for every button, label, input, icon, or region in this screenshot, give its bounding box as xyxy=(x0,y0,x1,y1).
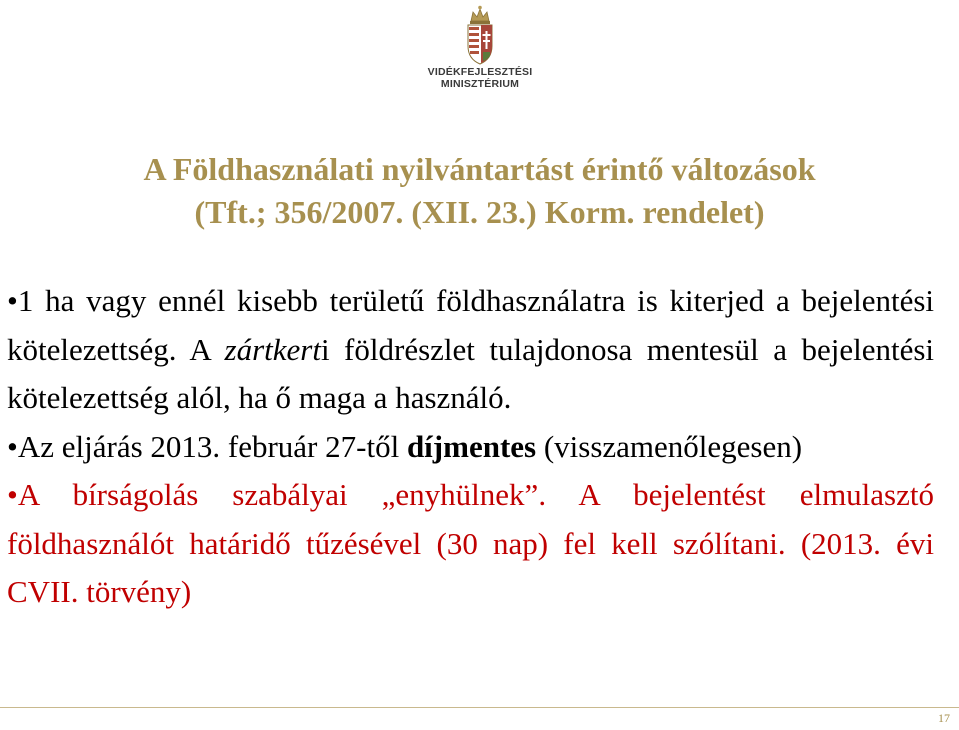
bullet-marker: • xyxy=(7,477,18,512)
bullet-3-text: A bírságolás szabályai „enyhülnek”. A bejelentést elmulasztó földhasználót határidő tűzésével (30 nap) fel kell szólítani. (2013. évi CVII. törvény) xyxy=(7,477,934,609)
bullet-item-3 xyxy=(7,471,934,617)
slide-title xyxy=(0,148,959,234)
ministry-logo xyxy=(425,4,535,100)
bullet-marker: • xyxy=(7,428,18,464)
bullet-marker: • xyxy=(7,283,18,318)
footer-divider xyxy=(0,707,959,708)
coat-of-arms-icon xyxy=(463,4,497,66)
logo-text-line2: MINISZTÉRIUM xyxy=(440,78,520,90)
bullet-1-italic-term: zártkert xyxy=(224,331,321,367)
bullet-2-bold-term: díjmentes xyxy=(406,428,537,464)
page-number: 17 xyxy=(938,711,950,725)
logo-text-line1: VIDÉKFEJLESZTÉSI xyxy=(427,66,533,78)
bullet-2-text-b: (visszamenőlegesen) xyxy=(536,428,803,464)
bullet-list xyxy=(7,277,934,617)
bullet-1-text-b: i földrészlet tulajdonosa mentesül a bejelentési kötelezettség alól, ha ő maga a használó. xyxy=(7,331,935,415)
bullet-2-text-a: Az eljárás 2013. február 27-től xyxy=(17,428,407,464)
title-line-1: A Földhasználati nyilvántartást érintő változások xyxy=(143,151,816,187)
title-line-2: (Tft.; 356/2007. (XII. 23.) Korm. rendelet) xyxy=(194,194,765,230)
bullet-1-text-a: 1 ha vagy ennél kisebb területű földhasználatra is kiterjed a bejelentési kötelezettség. A xyxy=(7,283,934,367)
bullet-item-1 xyxy=(7,277,934,423)
bullet-item-2 xyxy=(7,423,934,472)
